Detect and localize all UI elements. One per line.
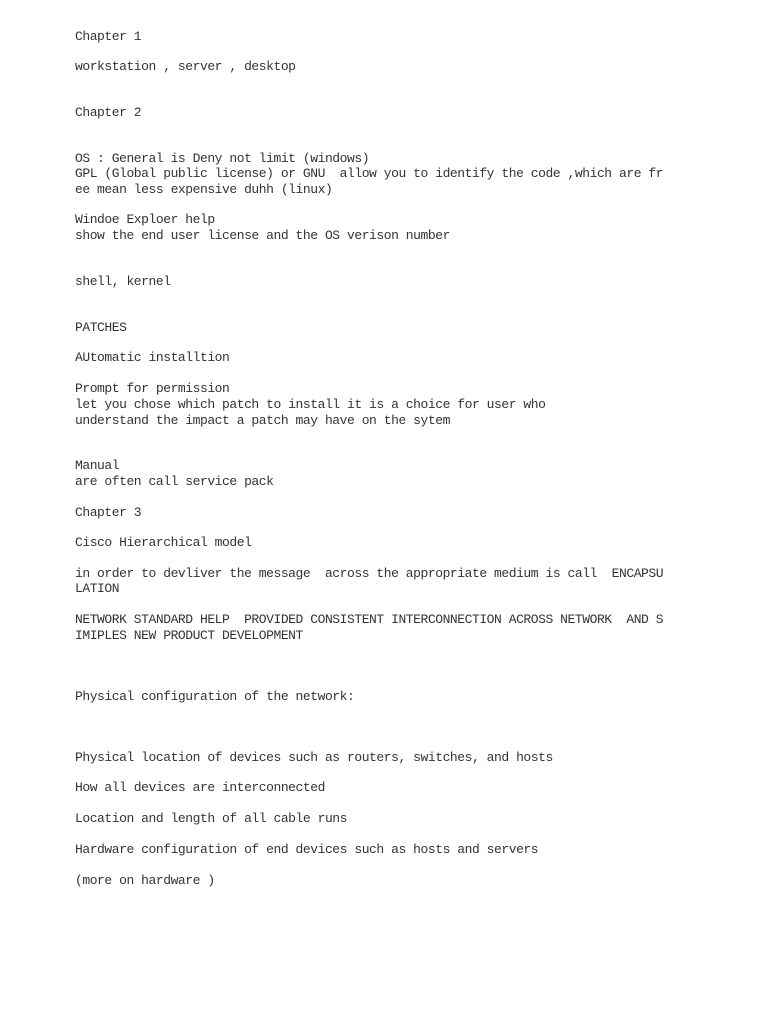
text-line: Manual [75,458,120,473]
text-line: in order to devliver the message across the appropriate medium is call ENCAPSU [75,566,664,581]
text-line: IMIPLES NEW PRODUCT DEVELOPMENT [75,628,303,643]
text-line: Location and length of all cable runs [75,811,347,826]
text-line: Windoe Exploer help [75,212,215,227]
text-line: understand the impact a patch may have on the sytem [75,413,450,428]
text-line: How all devices are interconnected [75,780,325,795]
text-line: (more on hardware ) [75,873,215,888]
text-line: AUtomatic installtion [75,350,230,365]
chapter-2-heading: Chapter 2 [75,105,142,120]
text-line: LATION [75,581,120,596]
text-line: ee mean less expensive duhh (linux) [75,182,333,197]
text-line: Cisco Hierarchical model [75,535,252,550]
text-line: Hardware configuration of end devices such as hosts and servers [75,842,539,857]
chapter-3-heading: Chapter 3 [75,505,142,520]
text-line: let you chose which patch to install it is a choice for user who [75,397,546,412]
chapter-1-heading: Chapter 1 [75,29,142,44]
text-line: Prompt for permission [75,381,230,396]
text-line: shell, kernel [75,274,171,289]
text-line: Physical location of devices such as routers, switches, and hosts [75,750,553,765]
patches-heading: PATCHES [75,320,127,335]
text-line: NETWORK STANDARD HELP PROVIDED CONSISTENT INTERCONNECTION ACROSS NETWORK AND S [75,612,664,627]
text-line: OS : General is Deny not limit (windows) [75,151,370,166]
text-line: GPL (Global public license) or GNU allow you to identify the code ,which are fr [75,166,664,181]
text-line: show the end user license and the OS verison number [75,228,450,243]
text-line: workstation , server , desktop [75,59,296,74]
text-line: Physical configuration of the network: [75,689,355,704]
text-line: are often call service pack [75,474,274,489]
